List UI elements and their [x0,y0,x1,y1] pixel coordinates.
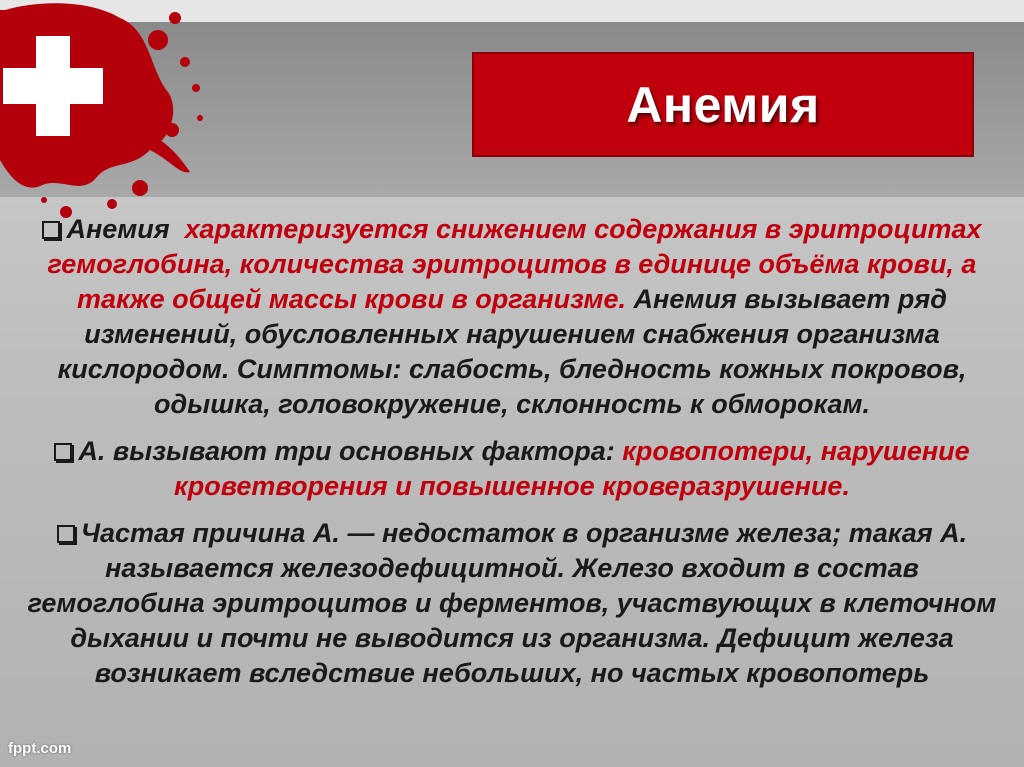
footer-watermark: fppt.com [8,740,72,757]
checkbox-bullet-icon [42,221,60,239]
title-banner [472,52,974,157]
paragraph-lead: Частая причина А. — недостаток в организме железа; такая А. называется железодефицитной. Железо входит в состав гемоглобина эритроцитов и ферментов, участвующих в клеточном дыхании и почти не выводится из организма. Дефицит железа возникает вследствие небольших, но частых кровопотерь [27,518,997,688]
paragraph-definition [20,212,1004,422]
paragraph-lead: Анемия [66,214,170,244]
paragraph-highlight: кровопотери, нарушение кроветворения и повышенное кроверазрушение. [174,436,970,501]
checkbox-bullet-icon [54,443,72,461]
paragraph-causes [20,434,1004,504]
paragraph-iron-deficiency [20,516,1004,691]
paragraph-tail: Анемия вызывает ряд изменений, обусловленных нарушением снабжения организма кислородом. Симптомы: слабость, бледность кожных покровов, одышка, головокружение, склонность к обморокам. [57,284,967,419]
red-cross-icon [0,0,240,230]
page-title: Анемия [626,76,820,133]
checkbox-bullet-icon [57,525,75,543]
paragraph-lead: А. вызывают три основных фактора: [78,436,615,466]
content-body [0,212,1024,703]
paragraph-highlight: характеризуется снижением содержания в эритроцитах гемоглобина, количества эритроцитов в единице объёма крови, а также общей массы крови в организме. [47,214,982,314]
